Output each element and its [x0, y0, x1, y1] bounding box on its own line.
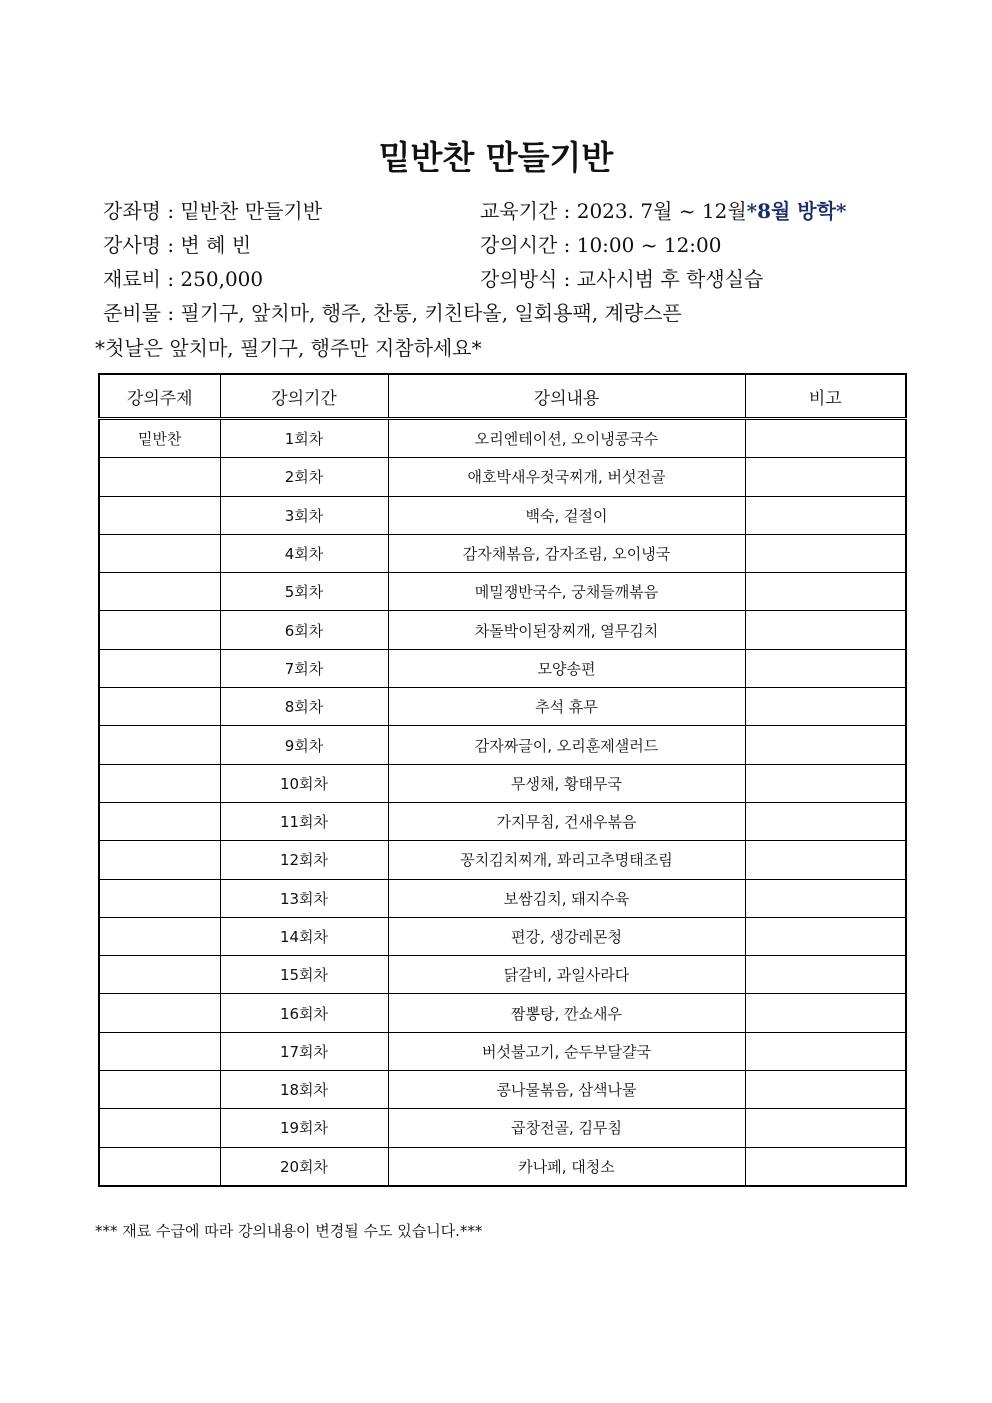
cell-session: 9회차 [220, 726, 388, 764]
cell-content: 추석 휴무 [388, 688, 745, 726]
table-row [99, 879, 906, 917]
cell-topic: 밑반찬 [99, 419, 220, 458]
cell-topic [99, 994, 220, 1032]
cell-remark [745, 458, 906, 496]
cell-content: 꽁치김치찌개, 꽈리고추명태조림 [388, 841, 745, 879]
cell-topic [99, 573, 220, 611]
cell-session: 11회차 [220, 802, 388, 840]
table-row [99, 534, 906, 572]
cell-content: 감자짜글이, 오리훈제샐러드 [388, 726, 745, 764]
cell-session: 2회차 [220, 458, 388, 496]
page-title: 밑반찬 만들기반 [378, 138, 614, 177]
lecture-time: 강의시간 : 10:00 ~ 12:00 [480, 233, 722, 257]
cell-session: 16회차 [220, 994, 388, 1032]
header-period: 강의기간 [220, 374, 388, 419]
cell-session: 8회차 [220, 688, 388, 726]
lecture-method: 강의방식 : 교사시범 후 학생실습 [480, 267, 764, 291]
cell-content: 짬뽕탕, 깐쇼새우 [388, 994, 745, 1032]
schedule-body [99, 419, 906, 1186]
cell-session: 20회차 [220, 1147, 388, 1186]
cell-content: 닭갈비, 과일사라다 [388, 956, 745, 994]
cell-remark [745, 534, 906, 572]
table-row [99, 611, 906, 649]
table-row [99, 458, 906, 496]
footer-note: *** 재료 수급에 따라 강의내용이 변경될 수도 있습니다.*** [95, 1222, 483, 1240]
cell-topic [99, 496, 220, 534]
table-row [99, 496, 906, 534]
table-row [99, 764, 906, 802]
supplies: 준비물 : 필기구, 앞치마, 행주, 찬통, 키친타올, 일회용팩, 계량스픈 [103, 301, 682, 325]
table-row [99, 994, 906, 1032]
table-header-row [99, 374, 906, 419]
cell-remark [745, 1147, 906, 1186]
cell-topic [99, 764, 220, 802]
cell-topic [99, 802, 220, 840]
cell-remark [745, 1071, 906, 1109]
cell-topic [99, 611, 220, 649]
material-fee: 재료비 : 250,000 [103, 267, 264, 291]
table-row [99, 419, 906, 458]
cell-remark [745, 688, 906, 726]
cell-topic [99, 1147, 220, 1186]
table-row [99, 726, 906, 764]
cell-content: 카나페, 대청소 [388, 1147, 745, 1186]
cell-remark [745, 802, 906, 840]
cell-content: 보쌈김치, 돼지수육 [388, 879, 745, 917]
cell-session: 19회차 [220, 1109, 388, 1147]
table-row [99, 1032, 906, 1070]
cell-content: 편강, 생강레몬청 [388, 917, 745, 955]
table-row [99, 956, 906, 994]
cell-topic [99, 841, 220, 879]
cell-session: 15회차 [220, 956, 388, 994]
table-row [99, 1071, 906, 1109]
cell-topic [99, 879, 220, 917]
cell-topic [99, 917, 220, 955]
cell-content: 차돌박이된장찌개, 열무김치 [388, 611, 745, 649]
table-row [99, 917, 906, 955]
cell-remark [745, 1032, 906, 1070]
period-text: 교육기간 : 2023. 7월 ~ 12월 [480, 199, 747, 223]
cell-content: 오리엔테이션, 오이냉콩국수 [388, 419, 745, 458]
header-content: 강의내용 [388, 374, 745, 419]
table-row [99, 841, 906, 879]
first-day-note: *첫날은 앞치마, 필기구, 행주만 지참하세요* [95, 336, 482, 360]
cell-session: 17회차 [220, 1032, 388, 1070]
cell-session: 4회차 [220, 534, 388, 572]
cell-content: 무생채, 황태무국 [388, 764, 745, 802]
vacation-note: *8월 방학* [746, 199, 847, 223]
cell-remark [745, 956, 906, 994]
cell-remark [745, 726, 906, 764]
cell-content: 가지무침, 건새우볶음 [388, 802, 745, 840]
cell-remark [745, 841, 906, 879]
cell-session: 10회차 [220, 764, 388, 802]
header-remark: 비고 [745, 374, 906, 419]
table-row [99, 573, 906, 611]
cell-content: 백숙, 겉절이 [388, 496, 745, 534]
cell-content: 콩나물볶음, 삼색나물 [388, 1071, 745, 1109]
cell-session: 3회차 [220, 496, 388, 534]
course-name: 강좌명 : 밑반찬 만들기반 [103, 199, 323, 223]
cell-remark [745, 573, 906, 611]
cell-topic [99, 1071, 220, 1109]
cell-session: 5회차 [220, 573, 388, 611]
table-row [99, 649, 906, 687]
cell-remark [745, 994, 906, 1032]
schedule-table [98, 373, 907, 1187]
cell-session: 1회차 [220, 419, 388, 458]
table-row [99, 1109, 906, 1147]
cell-session: 18회차 [220, 1071, 388, 1109]
cell-content: 감자채볶음, 감자조림, 오이냉국 [388, 534, 745, 572]
cell-topic [99, 458, 220, 496]
table-row [99, 802, 906, 840]
cell-topic [99, 726, 220, 764]
cell-content: 곱창전골, 김무침 [388, 1109, 745, 1147]
cell-remark [745, 1109, 906, 1147]
cell-remark [745, 917, 906, 955]
cell-topic [99, 956, 220, 994]
cell-content: 버섯불고기, 순두부달걀국 [388, 1032, 745, 1070]
cell-remark [745, 764, 906, 802]
cell-session: 7회차 [220, 649, 388, 687]
cell-content: 메밀쟁반국수, 궁채들깨볶음 [388, 573, 745, 611]
cell-remark [745, 419, 906, 458]
education-period [480, 195, 846, 224]
cell-content: 모양송편 [388, 649, 745, 687]
cell-topic [99, 534, 220, 572]
cell-topic [99, 688, 220, 726]
table-row [99, 1147, 906, 1186]
cell-remark [745, 611, 906, 649]
cell-session: 12회차 [220, 841, 388, 879]
cell-session: 13회차 [220, 879, 388, 917]
instructor-name: 강사명 : 변 혜 빈 [103, 233, 252, 257]
cell-topic [99, 649, 220, 687]
cell-remark [745, 649, 906, 687]
cell-session: 6회차 [220, 611, 388, 649]
cell-session: 14회차 [220, 917, 388, 955]
table-row [99, 688, 906, 726]
cell-remark [745, 496, 906, 534]
cell-topic [99, 1109, 220, 1147]
cell-remark [745, 879, 906, 917]
cell-content: 애호박새우젓국찌개, 버섯전골 [388, 458, 745, 496]
header-topic: 강의주제 [99, 374, 220, 419]
cell-topic [99, 1032, 220, 1070]
